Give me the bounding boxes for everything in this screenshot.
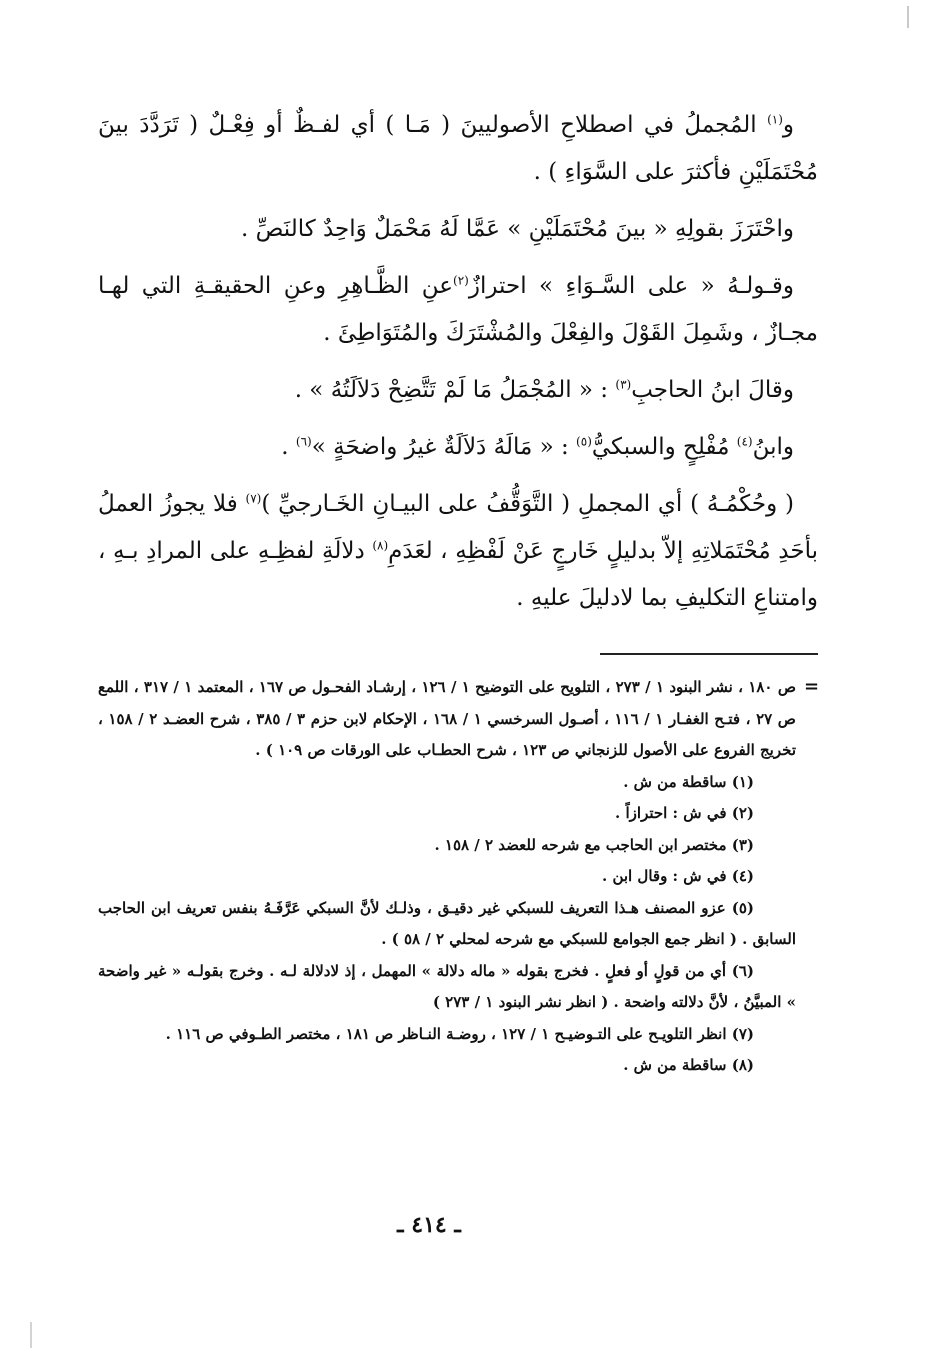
- footnote-continuation-mark: =: [804, 676, 820, 697]
- footnote-continuation: ص ١٨٠ ، نشر البنود ١ / ٢٧٣ ، التلويح على التوضيح ١ / ١٢٦ ، إرشـاد الفحـول ص ١٦٧ ، المعتمد ١ / ٣١٧ ، اللمع ص ٢٧ ، فتـح الغفـار ١ / ١١٦ ، أصـول السرخسي ١ / ١٦٨ ، الإحكام لابن حزم ٣ / ٣٨٥ ، شرح العضـد ٢ / ١٥٨ ، تخريج الفروع على الأصول للزنجاني ص ١٢٣ ، شرح الحطـاب على الورقات ص ١٠٩ ) .: [98, 678, 796, 759]
- text-run: : « مَالَهُ دَلاَلَةٌ غيرُ واضحَةٍ »: [311, 434, 577, 460]
- paragraph-p5: [98, 424, 818, 471]
- footnote-ref: (٨): [372, 538, 389, 553]
- text-run: و: [782, 112, 794, 138]
- paragraph-p4: [98, 367, 818, 414]
- footnote-ref: (٣): [615, 377, 632, 392]
- footnote-ref: (٢): [453, 273, 469, 288]
- paragraph-p3: [98, 263, 818, 357]
- text-run: مُفْلِحٍ والسبكيُّ: [591, 434, 737, 460]
- text-run: .: [281, 434, 296, 460]
- footnote-8: (٨) ساقطة من ش .: [623, 1056, 754, 1074]
- text-run: فلا يجوزُ العملُ بأحَدِ مُحْتَمَلاتِهِ إلاّ بدليلٍ خَارجٍ عَنْ لَفْظِهِ ، لعَدَمِ: [98, 491, 818, 564]
- footnote-ref: (٤): [736, 434, 753, 449]
- page-number: ـ ٤١٤ ـ: [397, 1212, 461, 1238]
- footnote-7: (٧) انظر التلويـح على التـوضيـح ١ / ١٢٧ ، روضـة النـاظر ص ١٨١ ، مختصر الطـوفي ص ١١٦ .: [165, 1024, 754, 1043]
- paragraph-p1: [98, 102, 818, 196]
- footnote-3: (٣) مختصر ابن الحاجب مع شرحه للعضد ٢ / ١٥٨ .: [434, 835, 754, 854]
- text-run: ( وحُكْمُـهُ ) أي المجملِ ( التَّوَقُّفُ على البيـانِ الخَـارجيِّ ): [261, 491, 794, 517]
- text-run: واحْتَرَزَ بقولِهِ « بينَ مُحْتَمَلَيْنِ » عَمَّا لَهُ مَحْمَلٌ وَاحِدٌ كالنَصِّ .: [240, 216, 794, 242]
- text-run: وابنُ: [752, 434, 794, 460]
- text-run: : « المُجْمَلُ مَا لَمْ تَتَّضِحْ دَلاَلَتُهُ » .: [294, 377, 616, 403]
- footnote-4: (٤) في ش : وقال ابن .: [602, 867, 754, 885]
- text-run: وقـولـهُ « على السَّـوَاءِ » احترازٌ: [468, 273, 794, 299]
- main-text: [98, 102, 818, 632]
- footnote-ref: (٥): [576, 434, 592, 449]
- paragraph-p2: [98, 206, 818, 253]
- text-run: المُجملُ في اصطلاحِ الأصوليينَ ( مَـا ) أي لفـظٌ أو فِعْـلٌ ( تَرَدَّدَ بينَ مُحْتَمَلَيْنِ فأكثرَ على السَّوَاءِ ) .: [98, 112, 818, 185]
- text-run: عنِ الظَّـاهِرِ وعنِ الحقيقـةِ التي لهـا مجـازٌ ، وشَمِلَ القَوْلَ والفِعْلَ والمُشْتَرَكَ والمُتَوَاطِئَ .: [98, 273, 818, 346]
- text-run: دلالَةِ لفظِـهِ على المرادِ بـهِ ، وامتناعِ التكليفِ بما لادليلَ عليهِ .: [98, 538, 818, 611]
- footnote-ref: (١): [767, 112, 783, 127]
- footnote-1: (١) ساقطة من ش .: [623, 772, 754, 791]
- paragraph-p6: [98, 481, 818, 622]
- footnote-2: (٢) في ش : احترازاً .: [615, 804, 754, 822]
- footnote-6: (٦) أي من قولٍ أو فعلٍ . فخرج بقوله « ماله دلالة » المهمل ، إذ لادلالة لـه . وخرج بقولـه « غير واضحة » المبيَّنُ ، لأنَّ دلالته واضحة . ( انظر نشر البنود ١ / ٢٧٣ ): [98, 961, 796, 1011]
- footnote-ref: (٦): [295, 434, 312, 449]
- scan-edge-mark-bottom: [30, 1322, 32, 1348]
- footnotes: [98, 672, 796, 1082]
- footnote-5: (٥) عزو المصنف هـذا التعريف للسبكي غير دقيـق ، وذلـك لأنَّ السبكي عَرَّفَـهُ بنفس تعريف ابن الحاجب السابق . ( انظر جمع الجوامع للسبكي مع شرحه لمحلي ٢ / ٥٨ ) .: [98, 898, 796, 948]
- text-run: وقالَ ابنُ الحاجبِ: [631, 377, 794, 403]
- footnote-separator: [600, 653, 818, 655]
- scan-edge-mark: [907, 6, 909, 28]
- footnote-ref: (٧): [245, 491, 262, 506]
